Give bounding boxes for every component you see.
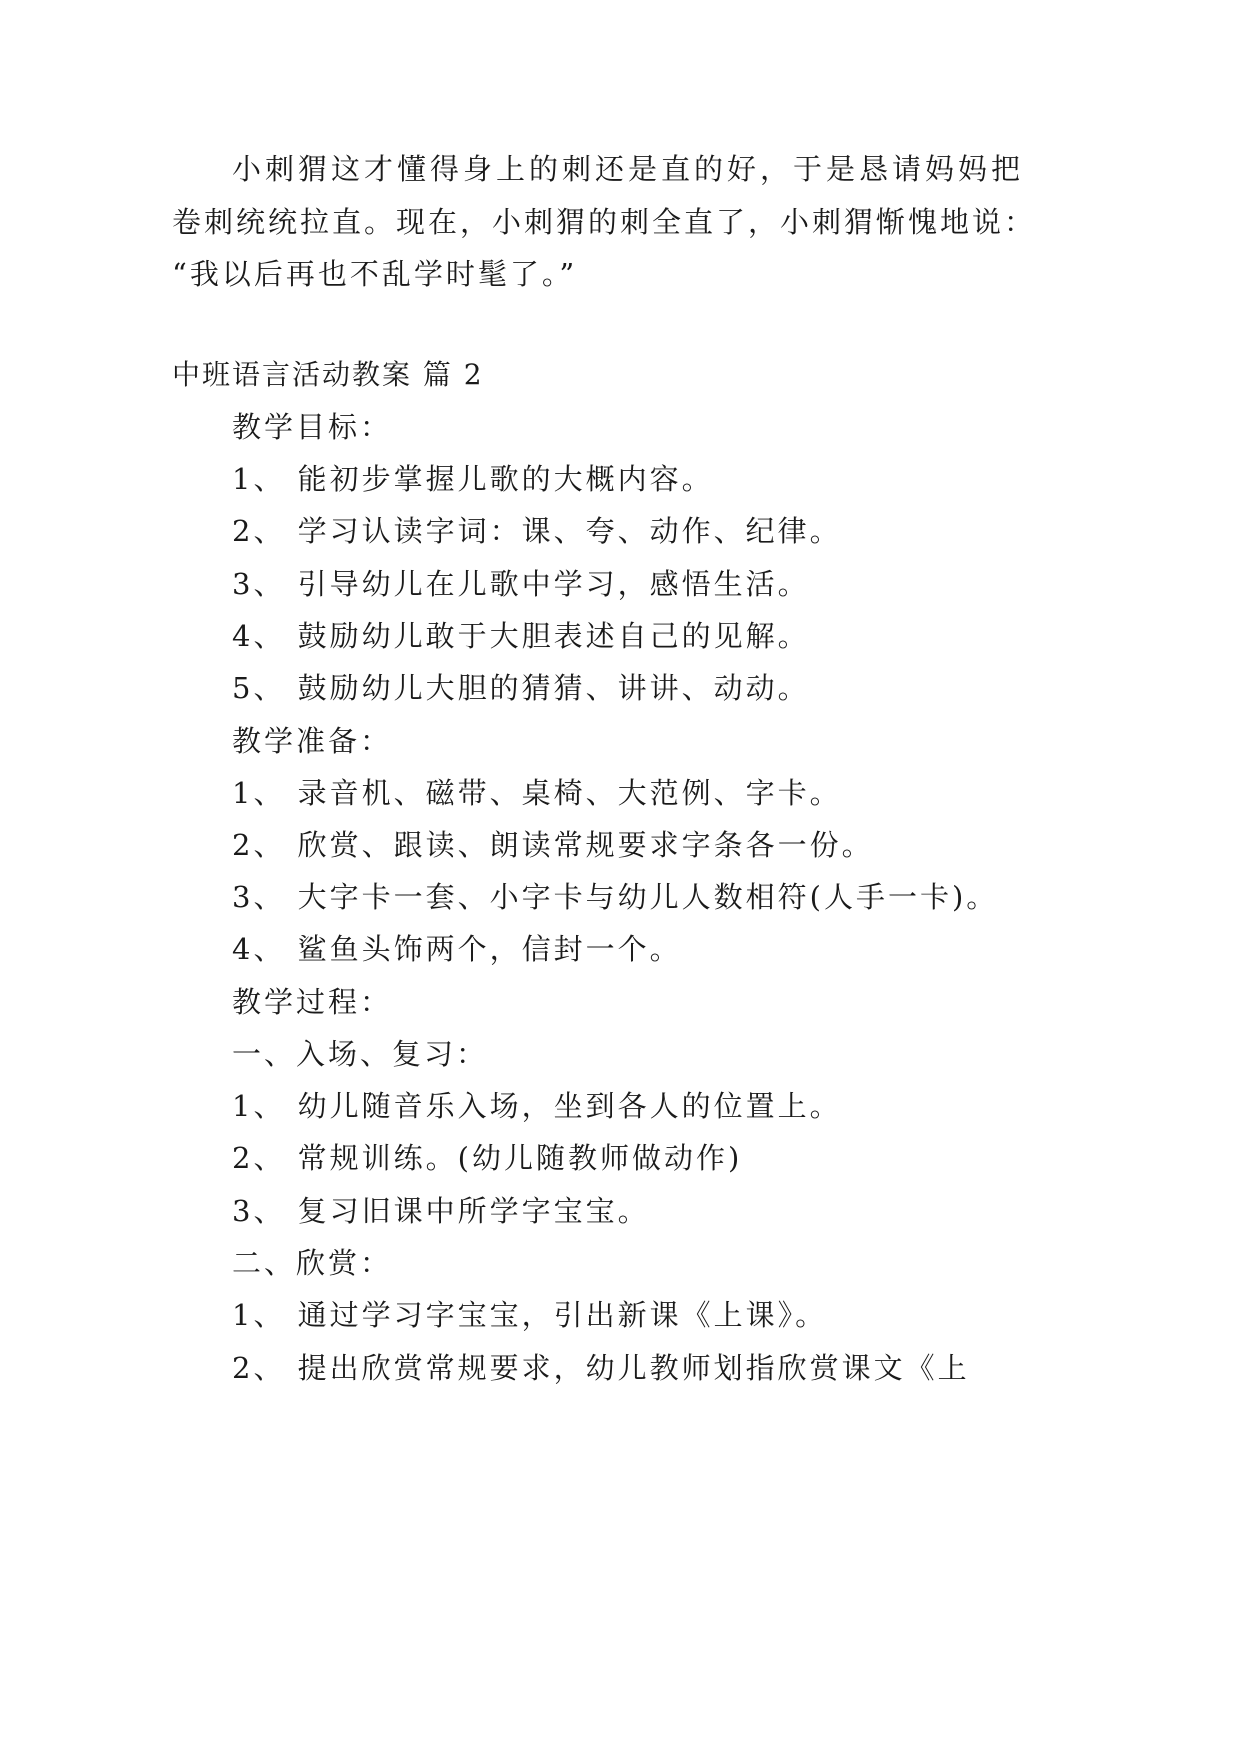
section-title: 中班语言活动教案 篇 2	[172, 358, 484, 391]
process-part2-item-1: 1、 通过学习字宝宝，引出新课《上课》。	[232, 1298, 828, 1332]
process-part2-heading: 二、欣赏：	[232, 1246, 393, 1280]
preparation-item-1: 1、 录音机、磁带、桌椅、大范例、字卡。	[232, 776, 842, 810]
intro-line-2: 卷刺统统拉直。现在，小刺猬的刺全直了，小刺猬惭愧地说：	[172, 205, 1037, 239]
process-part1-item-3: 3、 复习旧课中所学字宝宝。	[232, 1194, 650, 1228]
goal-item-5: 5、 鼓励幼儿大胆的猜猜、讲讲、动动。	[232, 671, 810, 705]
process-heading: 教学过程：	[232, 985, 393, 1019]
process-part1-item-1: 1、 幼儿随音乐入场，坐到各人的位置上。	[232, 1089, 842, 1123]
goal-item-4: 4、 鼓励幼儿敢于大胆表述自己的见解。	[232, 619, 810, 653]
preparation-heading: 教学准备：	[232, 724, 393, 758]
process-part2-item-2: 2、 提出欣赏常规要求，幼儿教师划指欣赏课文《上	[232, 1351, 970, 1385]
preparation-item-3: 3、 大字卡一套、小字卡与幼儿人数相符(人手一卡)。	[232, 880, 999, 914]
goal-item-1: 1、 能初步掌握儿歌的大概内容。	[232, 462, 714, 496]
preparation-item-4: 4、 鲨鱼头饰两个，信封一个。	[232, 932, 682, 966]
goal-item-2: 2、 学习认读字词：课、夸、动作、纪律。	[232, 514, 842, 548]
process-part1-heading: 一、入场、复习：	[232, 1037, 489, 1071]
intro-line-3: “我以后再也不乱学时髦了。”	[172, 257, 578, 291]
preparation-item-2: 2、 欣赏、跟读、朗读常规要求字条各一份。	[232, 828, 874, 862]
intro-line-1: 小刺猬这才懂得身上的刺还是直的好，于是恳请妈妈把	[232, 152, 1025, 186]
process-part1-item-2: 2、 常规训练。(幼儿随教师做动作)	[232, 1141, 743, 1175]
goal-item-3: 3、 引导幼儿在儿歌中学习，感悟生活。	[232, 567, 810, 601]
goals-heading: 教学目标：	[232, 410, 393, 444]
